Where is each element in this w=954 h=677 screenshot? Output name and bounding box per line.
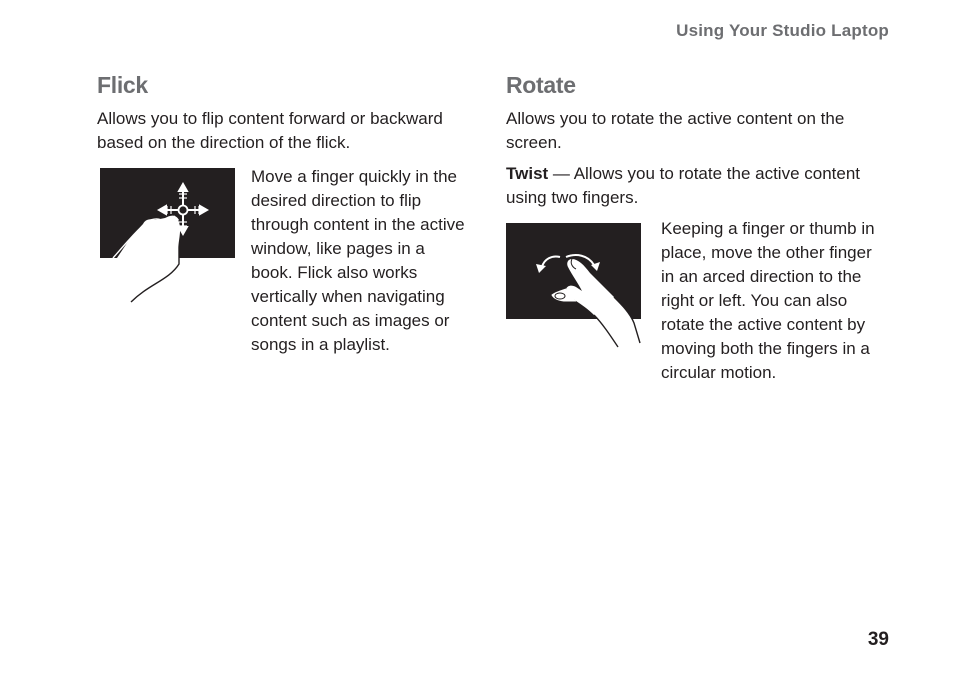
rotate-description: Keeping a finger or thumb in place, move the other finger in an arced direction to the right or left. You can also rotate the active content by moving both the fingers in a circular motion. — [661, 219, 875, 382]
rotate-heading: Rotate — [506, 72, 576, 98]
page-number: 39 — [867, 629, 889, 650]
flick-gesture-icon — [99, 168, 239, 304]
rotate-intro: Allows you to rotate the active content on the screen. — [506, 109, 845, 152]
twist-text: — Allows you to rotate the active content using two fingers. — [506, 164, 861, 207]
section-header: Using Your Studio Laptop — [676, 21, 889, 40]
twist-paragraph — [506, 162, 886, 210]
twist-term: Twist — [506, 164, 549, 183]
twist-gesture-icon — [506, 223, 648, 349]
flick-intro: Allows you to flip content forward or backward based on the direction of the flick. — [97, 109, 443, 152]
flick-heading: Flick — [97, 72, 148, 98]
flick-description: Move a finger quickly in the desired direction to flip through content in the active window, like pages in a book. Flick also works vertically when navigating content such as images or songs in a playlist. — [251, 167, 465, 354]
